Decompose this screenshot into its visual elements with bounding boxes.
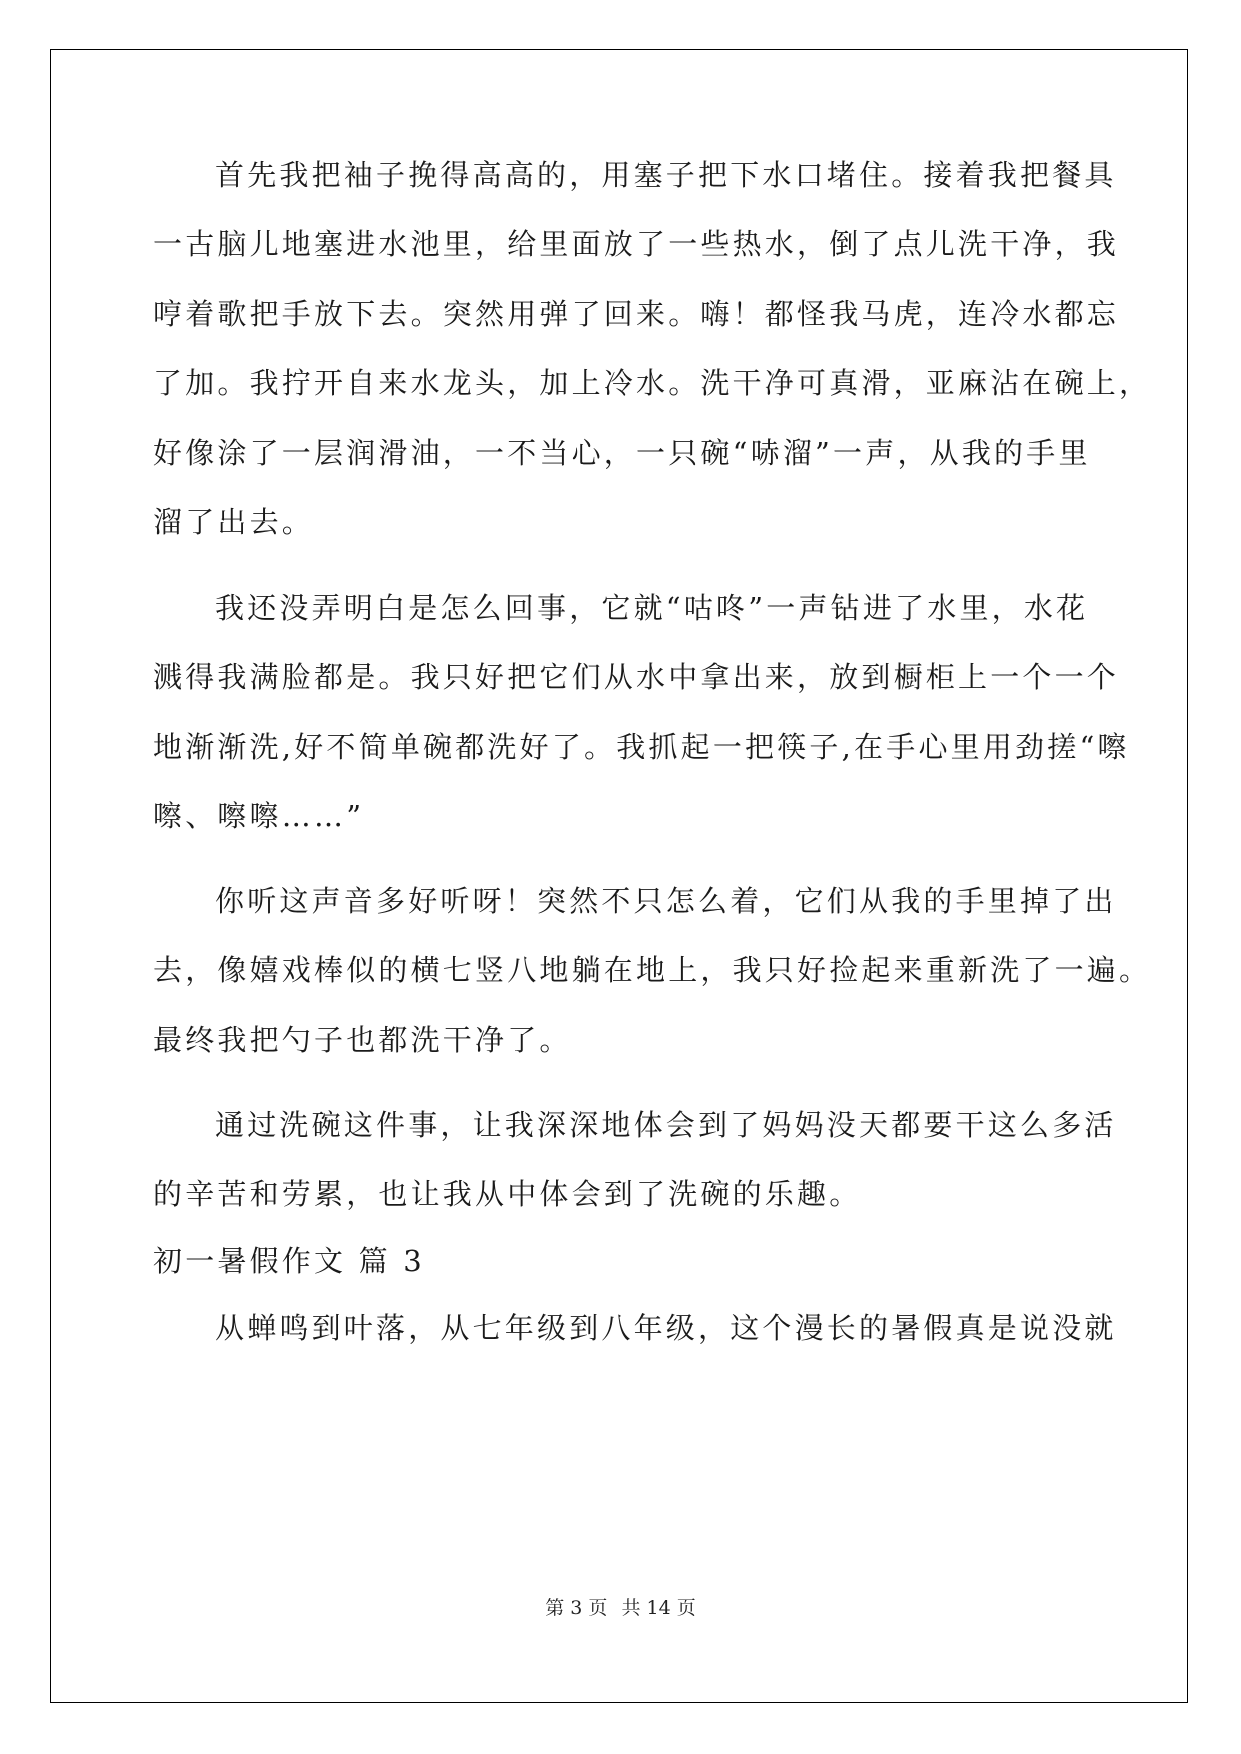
paragraph-2-line-1: 我还没弄明白是怎么回事，它就“咕咚”一声钻进了水里，水花 [215,591,1089,625]
paragraph-2-line-3: 地渐渐洗,好不简单碗都洗好了。我抓起一把筷子,在手心里用劲搓“嚓 [153,730,1130,764]
paragraph-2-line-4: 嚓、嚓嚓……” [153,799,365,833]
paragraph-1-line-5: 好像涂了一层润滑油，一不当心，一只碗“哧溜”一声，从我的手里 [153,436,1091,470]
paragraph-1-line-2: 一古脑儿地塞进水池里，给里面放了一些热水，倒了点儿洗干净，我 [153,227,1120,261]
section-heading: 初一暑假作文 篇 3 [153,1244,425,1278]
page-total: 共 14 页 [621,1597,696,1619]
paragraph-1-line-6: 溜了出去。 [153,505,315,539]
paragraph-1-line-3: 哼着歌把手放下去。突然用弹了回来。嗨！都怪我马虎，连冷水都忘 [153,297,1120,331]
page-number: 第 3 页 [545,1597,608,1619]
page-footer [0,1596,1241,1620]
paragraph-3-line-1: 你听这声音多好听呀！突然不只怎么着，它们从我的手里掉了出 [215,884,1117,918]
paragraph-5-line-1: 从蝉鸣到叶落，从七年级到八年级，这个漫长的暑假真是说没就 [215,1311,1117,1345]
paragraph-4-line-2: 的辛苦和劳累，也让我从中体会到了洗碗的乐趣。 [153,1177,862,1211]
paragraph-3-line-3: 最终我把勺子也都洗干净了。 [153,1023,572,1057]
paragraph-1-line-1: 首先我把袖子挽得高高的，用塞子把下水口堵住。接着我把餐具 [215,158,1117,192]
paragraph-1-line-4: 了加。我拧开自来水龙头，加上冷水。洗干净可真滑，亚麻沾在碗上， [153,366,1152,400]
paragraph-4-line-1: 通过洗碗这件事，让我深深地体会到了妈妈没天都要干这么多活 [215,1108,1117,1142]
paragraph-2-line-2: 溅得我满脸都是。我只好把它们从水中拿出来，放到橱柜上一个一个 [153,660,1120,694]
paragraph-3-line-2: 去，像嬉戏棒似的横七竖八地躺在地上，我只好捡起来重新洗了一遍。 [153,953,1152,987]
